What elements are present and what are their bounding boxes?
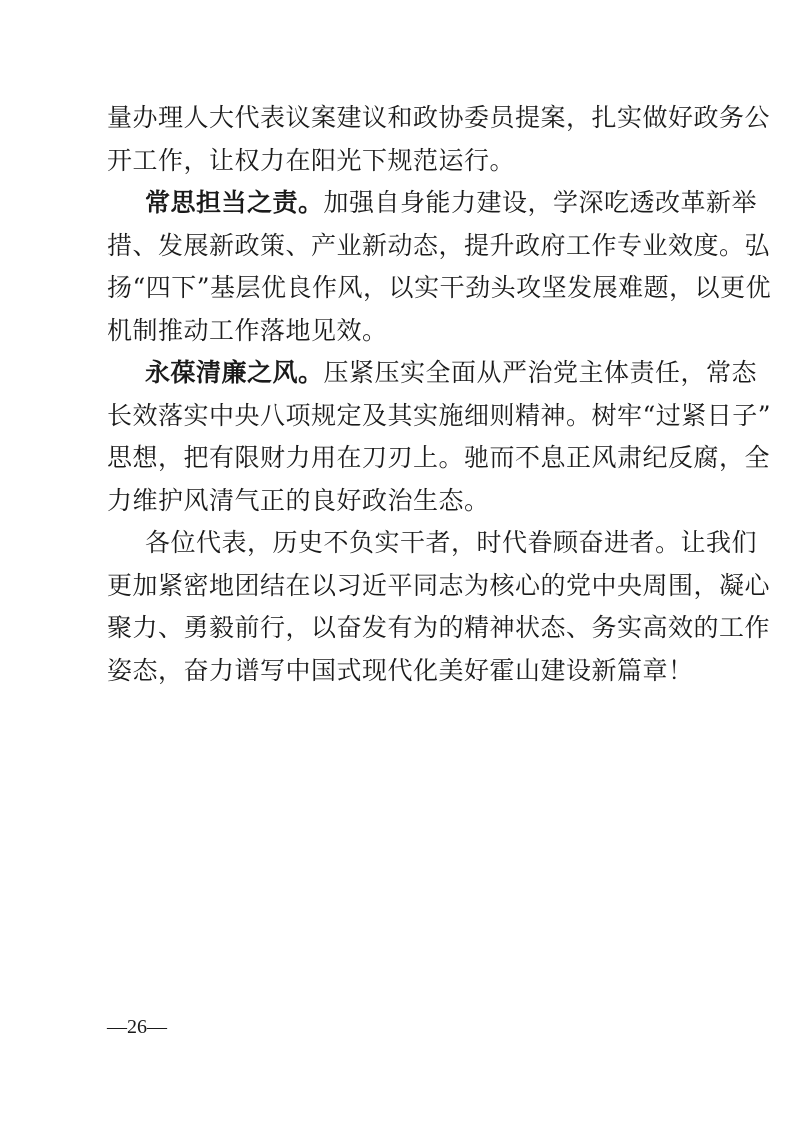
page-number: —26— bbox=[107, 1016, 167, 1038]
paragraph-line: 措、发展新政策、产业新动态，提升政府工作专业效度。弘 bbox=[107, 231, 771, 260]
paragraph-text: 压紧压实全面从严治党主体责任，常态 bbox=[323, 358, 758, 387]
paragraph-line: 长效落实中央八项规定及其实施细则精神。树牢“过紧日子” bbox=[107, 401, 772, 430]
paragraph-first-line bbox=[145, 188, 758, 218]
paragraph-line: 更加紧密地团结在以习近平同志为核心的党中央周围，凝心 bbox=[107, 571, 771, 600]
paragraph-line: 开工作，让权力在阳光下规范运行。 bbox=[107, 146, 516, 175]
paragraph-line: 力维护风清气正的良好政治生态。 bbox=[107, 486, 490, 515]
section-heading: 永葆清廉之风。 bbox=[145, 358, 324, 387]
paragraph-line: 思想，把有限财力用在刀刃上。驰而不息正风肃纪反腐，全 bbox=[107, 443, 771, 472]
paragraph-line: 聚力、勇毅前行，以奋发有为的精神状态、务实高效的工作 bbox=[107, 613, 771, 642]
paragraph-line: 机制推动工作落地见效。 bbox=[107, 316, 388, 345]
paragraph-first-line: 各位代表，历史不负实干者，时代眷顾奋进者。让我们 bbox=[145, 528, 758, 557]
paragraph-line: 扬“四下”基层优良作风，以实干劲头攻坚发展难题，以更优 bbox=[107, 273, 772, 302]
paragraph-line: 量办理人大代表议案建议和政协委员提案，扎实做好政务公 bbox=[107, 103, 771, 132]
paragraph-line: 姿态，奋力谱写中国式现代化美好霍山建设新篇章！ bbox=[107, 656, 694, 685]
section-heading: 常思担当之责。 bbox=[145, 188, 324, 217]
paragraph-text: 加强自身能力建设，学深吃透改革新举 bbox=[323, 188, 758, 217]
paragraph-first-line bbox=[145, 358, 758, 388]
